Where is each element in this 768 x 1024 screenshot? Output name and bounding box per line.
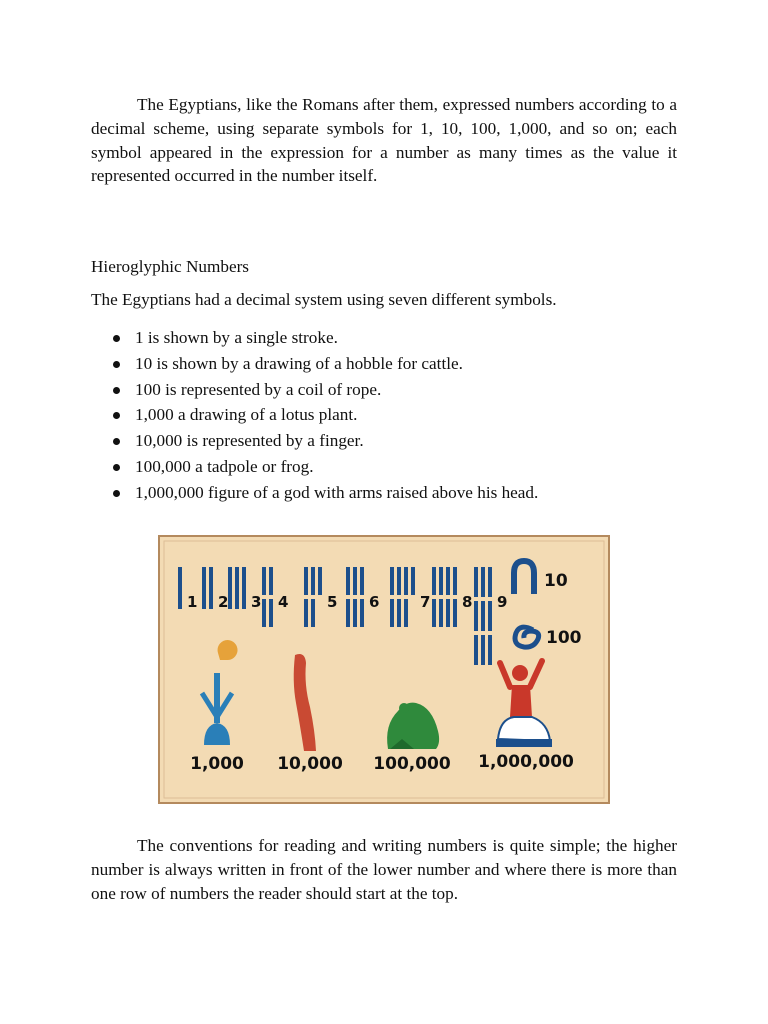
list-item-text: 1 is shown by a single stroke. xyxy=(135,328,338,347)
digit-label: 6 xyxy=(369,593,380,611)
list-item xyxy=(91,454,538,480)
unit-stroke xyxy=(390,599,394,627)
bullet-icon xyxy=(113,464,120,471)
bullet-icon xyxy=(113,490,120,497)
unit-stroke xyxy=(474,601,478,631)
unit-stroke xyxy=(481,601,485,631)
unit-stroke xyxy=(432,599,436,627)
unit-stroke xyxy=(353,599,357,627)
digit-label: 2 xyxy=(218,593,229,611)
unit-stroke xyxy=(311,599,315,627)
digit-label: 1 xyxy=(187,593,198,611)
god-head xyxy=(512,665,528,681)
unit-stroke xyxy=(304,599,308,627)
section-lead: The Egyptians had a decimal system using seven different symbols. xyxy=(91,290,557,309)
bullet-icon xyxy=(113,361,120,368)
list-item-text: 100 is represented by a coil of rope. xyxy=(135,379,382,399)
list-item xyxy=(91,377,538,403)
digit-label: 9 xyxy=(497,593,508,611)
unit-stroke xyxy=(488,601,492,631)
digit-label: 5 xyxy=(327,593,338,611)
unit-stroke xyxy=(262,599,266,627)
unit-stroke xyxy=(346,567,350,595)
unit-stroke xyxy=(178,567,182,609)
unit-stroke xyxy=(390,567,394,595)
unit-stroke xyxy=(397,567,401,595)
list-item xyxy=(91,428,538,454)
bullet-icon xyxy=(113,438,120,445)
unit-stroke xyxy=(269,599,273,627)
unit-stroke xyxy=(269,567,273,595)
unit-stroke xyxy=(397,599,401,627)
unit-stroke xyxy=(481,567,485,597)
unit-stroke xyxy=(304,567,308,595)
digit-label: 3 xyxy=(251,593,262,611)
bullet-icon xyxy=(113,335,120,342)
unit-stroke xyxy=(209,567,213,609)
unit-stroke xyxy=(488,635,492,665)
unit-stroke xyxy=(439,599,443,627)
intro-paragraph: The Egyptians, like the Romans after them, expressed numbers according to a decimal scheme, using separate symbols for 1, 10, 100, 1,000, and so on; each symbol appeared in the expression for a number as many times as the value it represented occurred in the number itself. xyxy=(91,95,677,186)
god-torso xyxy=(510,685,532,717)
lotus-flower xyxy=(218,640,238,660)
hieroglyph-figure xyxy=(158,535,610,804)
digit-label: 4 xyxy=(278,593,289,611)
list-item xyxy=(91,402,538,428)
unit-stroke xyxy=(242,567,246,609)
unit-stroke xyxy=(481,635,485,665)
unit-stroke xyxy=(235,567,239,609)
symbol-list xyxy=(91,325,538,506)
list-item xyxy=(91,480,538,506)
million-label: 1,000,000 xyxy=(478,752,574,772)
hundred-label: 100 xyxy=(546,628,582,648)
unit-stroke xyxy=(474,567,478,597)
unit-stroke xyxy=(411,567,415,595)
section-heading: Hieroglyphic Numbers xyxy=(91,257,249,276)
list-item-text: 10 is shown by a drawing of a hobble for cattle. xyxy=(135,353,463,373)
frog-eye xyxy=(399,703,409,713)
list-item-text: 100,000 a tadpole or frog. xyxy=(135,456,314,476)
unit-stroke xyxy=(432,567,436,595)
list-item-text: 10,000 is represented by a finger. xyxy=(135,431,364,451)
unit-stroke xyxy=(311,567,315,595)
ten-label: 10 xyxy=(544,571,568,591)
hieroglyph-illustration xyxy=(158,535,610,804)
unit-stroke xyxy=(360,599,364,627)
bullet-icon xyxy=(113,412,120,419)
hundred-thousand-label: 100,000 xyxy=(373,754,451,774)
unit-stroke xyxy=(439,567,443,595)
unit-stroke xyxy=(446,599,450,627)
list-item xyxy=(91,351,538,377)
unit-stroke xyxy=(404,567,408,595)
bullet-icon xyxy=(113,387,120,394)
digit-label: 7 xyxy=(420,593,431,611)
ten-thousand-label: 10,000 xyxy=(277,754,343,774)
conventions-paragraph: The conventions for reading and writing numbers is quite simple; the higher number is always written in front of the lower number and where there is more than one row of numbers the reader should start at the top. xyxy=(91,836,677,903)
unit-stroke xyxy=(353,567,357,595)
list-item xyxy=(91,325,538,351)
unit-stroke xyxy=(202,567,206,609)
unit-stroke xyxy=(262,567,266,595)
thousand-label: 1,000 xyxy=(190,754,244,774)
unit-stroke xyxy=(318,567,322,595)
unit-stroke xyxy=(453,567,457,595)
digit-label: 8 xyxy=(462,593,473,611)
unit-stroke xyxy=(228,567,232,609)
list-item-text: 1,000,000 figure of a god with arms raised above his head. xyxy=(135,482,539,502)
unit-stroke xyxy=(474,635,478,665)
unit-stroke xyxy=(446,567,450,595)
unit-stroke xyxy=(360,567,364,595)
list-item-text: 1,000 a drawing of a lotus plant. xyxy=(135,405,358,425)
unit-stroke xyxy=(453,599,457,627)
unit-stroke xyxy=(404,599,408,627)
unit-stroke xyxy=(346,599,350,627)
unit-stroke xyxy=(488,567,492,597)
god-base xyxy=(496,739,552,747)
